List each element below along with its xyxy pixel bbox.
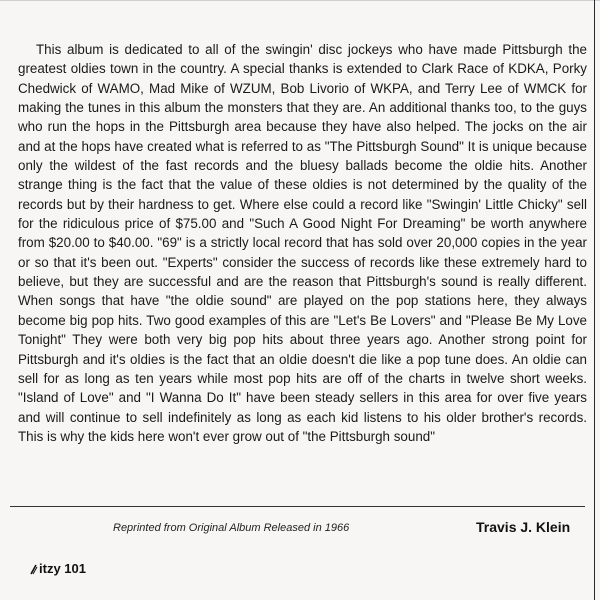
catalog-label [30, 561, 86, 576]
dedication-paragraph: This album is dedicated to all of the swingin' disc jockeys who have made Pittsburgh the greatest oldies town in the country. A special thanks is extended to Clark Race of KDKA, Porky Chedwick of WAMO, Mad Mike of WZUM, Bob Livorio of WKPA, and Terry Lee of WMCK for making the tunes in this album the monsters that they are. An additional thanks too, to the guys who run the hops in the Pittsburgh area because they have also helped. The jocks on the air and at the hops have created what is referred to as "The Pittsburgh Sound" It is unique because only the wildest of the fast records and the bluesy ballads become the oldie hits. Another strange thing is the fact that the value of these oldies is not determined by the quality of the records but by their hardness to get. Where else could a record like "Swingin' Little Chicky" sell for the ridiculous price of $75.00 and "Such A Good Night For Dreaming" be worth anywhere from $20.00 to $40.00. "69" is a strictly local record that has sold over 20,000 copies in the year or so that it's been out. "Experts" consider the success of records like these extremely hard to believe, but they are successful and are the reason that Pittsburgh's sound is really different. When songs that have "the oldie sound" are played on the pop stations here, they always become big pop hits. Two good examples of this are "Let's Be Lovers" and "Please Be My Love Tonight" They were both very big pop hits about three years ago. Another strong point for Pittsburgh and it's oldies is the fact that an oldie doesn't die like a pop tune does. An oldie can sell for as long as ten years while most pop hits are off of the charts in twelve short weeks. "Island of Love" and "I Wanna Do It" have been steady sellers in this area for over five years and will continue to sell indefinitely as long as each kid listens to his older brother's records. This is why the kids here won't ever grow out of "the Pittsburgh sound" [18, 42, 587, 444]
label-logo-icon [30, 563, 38, 575]
catalog-number: itzy 101 [39, 561, 86, 576]
author-signature: Travis J. Klein [476, 519, 571, 535]
footer-divider [10, 506, 585, 507]
top-edge-rule [0, 0, 600, 1]
right-edge-rule [594, 0, 595, 600]
reprint-note: Reprinted from Original Album Released in 1966 [113, 522, 350, 534]
